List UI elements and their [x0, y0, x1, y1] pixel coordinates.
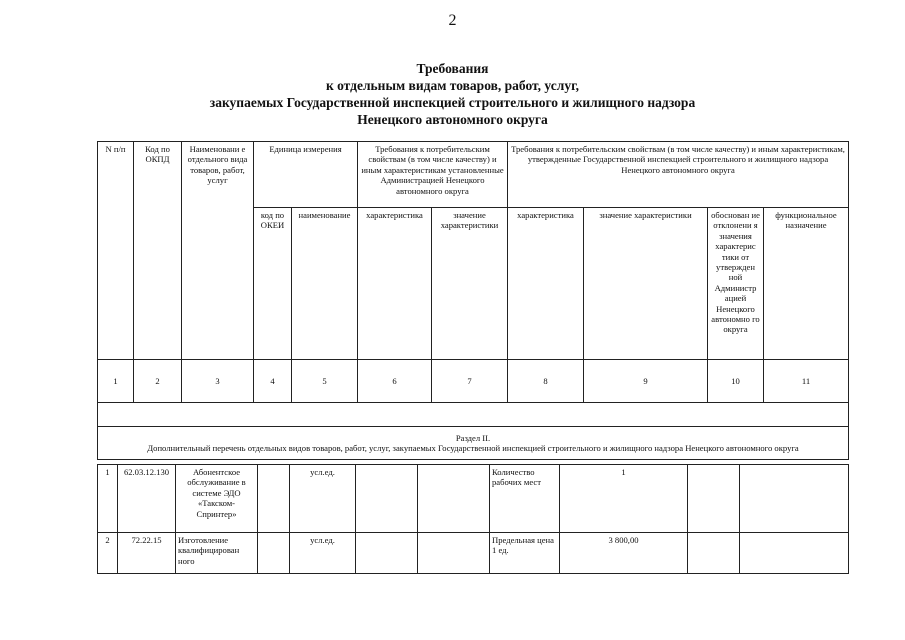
- table-row: [98, 465, 849, 533]
- row-unit-name: усл.ед.: [290, 465, 356, 533]
- table-row: [98, 533, 849, 574]
- section-row: [98, 427, 849, 460]
- column-number: 1: [98, 360, 134, 403]
- header-unit-code: код по ОКЕИ: [254, 208, 292, 360]
- row-okpd: 72.22.15: [118, 533, 176, 574]
- row-inspection-purpose: [740, 533, 849, 574]
- row-num: 2: [98, 533, 118, 574]
- row-inspection-value: 1: [560, 465, 688, 533]
- header-inspection-requirements: Требования к потребительским свойствам (в том числе качеству) и иным характеристикам, утвержденные Государственной инспекцией строительного и жилищного надзора Ненецкого автономного округа: [508, 142, 849, 208]
- header-okpd: Код по ОКПД: [134, 142, 182, 360]
- row-okpd: 62.03.12.130: [118, 465, 176, 533]
- row-inspection-justification: [688, 465, 740, 533]
- header-unit: Единица измерения: [254, 142, 358, 208]
- row-admin-value: [418, 465, 490, 533]
- spacer-row: [98, 403, 849, 427]
- requirements-table-header: [97, 141, 849, 460]
- title-line-4: Ненецкого автономного округа: [357, 112, 548, 127]
- title-line-3: закупаемых Государственной инспекцией строительного и жилищного надзора: [209, 95, 696, 110]
- column-number: 5: [292, 360, 358, 403]
- row-inspection-characteristic: Предельная цена 1 ед.: [490, 533, 560, 574]
- header-inspection-characteristic: характеристика: [508, 208, 584, 360]
- header-inspection-purpose: функциональное назначение: [764, 208, 849, 360]
- row-name: Изготовление квалифицирован ного: [176, 533, 258, 574]
- column-number: 6: [358, 360, 432, 403]
- column-number: 9: [584, 360, 708, 403]
- header-admin-characteristic: характеристика: [358, 208, 432, 360]
- column-number: 11: [764, 360, 849, 403]
- spacer-cell: [98, 403, 849, 427]
- row-unit-code: [258, 533, 290, 574]
- row-name: Абонентское обслуживание в системе ЭДО «Такском-Спринтер»: [176, 465, 258, 533]
- row-admin-characteristic: [356, 533, 418, 574]
- row-inspection-characteristic: Количество рабочих мест: [490, 465, 560, 533]
- requirements-table-rows: [97, 464, 849, 574]
- row-admin-value: [418, 533, 490, 574]
- row-unit-code: [258, 465, 290, 533]
- document-title: [0, 60, 905, 128]
- title-line-2: к отдельным видам товаров, работ, услуг,: [325, 78, 580, 93]
- section-subtitle: Дополнительный перечень отдельных видов товаров, работ, услуг, закупаемых Государственной инспекцией строительного и жилищного надзора Ненецкого автономного округа: [147, 443, 799, 453]
- header-inspection-justification: обоснован ие отклонени я значения характерис тики от утвержден ной Администр ацией Ненецкого автономно го округа: [708, 208, 764, 360]
- column-numbers-row: [98, 360, 849, 403]
- header-inspection-value: значение характеристики: [584, 208, 708, 360]
- header-admin-value: значение характеристики: [432, 208, 508, 360]
- column-number: 2: [134, 360, 182, 403]
- title-line-1: Требования: [416, 61, 489, 76]
- section-cell: [98, 427, 849, 460]
- column-number: 3: [182, 360, 254, 403]
- header-unit-name: наименование: [292, 208, 358, 360]
- header-name: Наименовани е отдельного вида товаров, работ, услуг: [182, 142, 254, 360]
- column-number: 8: [508, 360, 584, 403]
- header-admin-requirements: Требования к потребительским свойствам (в том числе качеству) и иным характеристикам установленные Администрацией Ненецкого автономного округа: [358, 142, 508, 208]
- row-inspection-justification: [688, 533, 740, 574]
- row-inspection-purpose: [740, 465, 849, 533]
- column-number: 7: [432, 360, 508, 403]
- column-number: 4: [254, 360, 292, 403]
- row-admin-characteristic: [356, 465, 418, 533]
- section-title: Раздел II.: [455, 432, 491, 443]
- row-unit-name: усл.ед.: [290, 533, 356, 574]
- page-number: 2: [448, 12, 457, 29]
- row-inspection-value: 3 800,00: [560, 533, 688, 574]
- row-num: 1: [98, 465, 118, 533]
- header-num: N п/п: [98, 142, 134, 360]
- column-number: 10: [708, 360, 764, 403]
